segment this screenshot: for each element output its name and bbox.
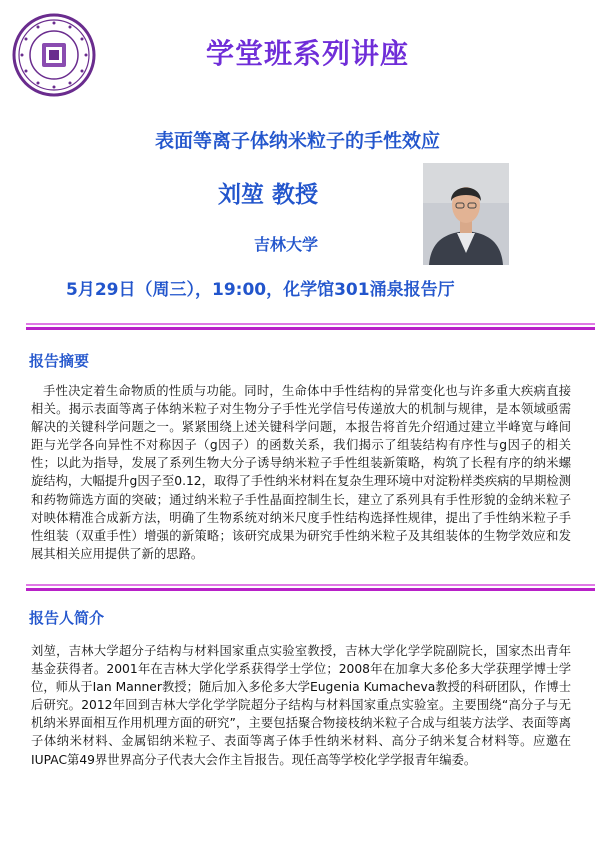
abstract-heading: 报告摘要: [29, 352, 90, 370]
section-divider: [26, 584, 595, 591]
bio-heading: 报告人简介: [29, 609, 105, 627]
speaker-portrait: [423, 163, 509, 265]
talk-title: 表面等离子体纳米粒子的手性效应: [154, 130, 440, 152]
abstract-text: 手性决定着生命物质的性质与功能。同时，生命体中手性结构的异常变化也与许多重大疾病直接相关。揭示表面等离子体纳米粒子对生物分子手性光学信号传递放大的机制与规律，是本领域亟需解决的关键科学问题之一。紧紧围绕上述关键科学问题，本报告将首先介绍通过建立半峰宽与峰间距与光学各向异性不对称因子（g因子）的函数关系，我们揭示了组装结构有序性与g因子的相关性；以此为指导，发展了系列生物大分子诱导纳米粒子手性组装新策略，构筑了长程有序的纳米螺旋结构，大幅提升g因子至0.12，取得了手性纳米材料在复杂生理环境中对淀粉样类疾病的早期检测和药物筛选方面的突破；通过纳米粒子手性晶面控制生长，建立了系列具有手性形貌的金纳米粒子对映体精准合成新方法，明确了生物系统对纳米尺度手性结构选择性规律，提出了手性纳米粒子手性组装（双重手性）增强的新策略；该研究成果为研究手性纳米粒子及其组装体的生物学效应和发展其相关应用提供了新的思路。: [31, 384, 571, 561]
speaker-affiliation: 吉林大学: [254, 235, 319, 254]
series-title: 学堂班系列讲座: [205, 37, 409, 70]
speaker-name: 刘堃 教授: [218, 182, 319, 208]
section-divider: [26, 323, 595, 330]
talk-schedule: 5月29日（周三），19:00，化学馆301涌泉报告厅: [66, 280, 455, 300]
bio-text: 刘堃，吉林大学超分子结构与材料国家重点实验室教授，吉林大学化学学院副院长，国家杰出青年基金获得者。2001年在吉林大学化学系获得学士学位；2008年在加拿大多伦多大学获理学博士学位，师从于Ian Manner教授；随后加入多伦多大学Eugenia Kumacheva教授的科研团队，作博士后研究。2012年回到吉林大学化学学院超分子结构与材料国家重点实验室。主要围绕“高分子与无机纳米界面相互作用机理方面的研究”，主要包括聚合物接枝纳米粒子合成与组装方法学、表面等离子体纳米材料、金属铝纳米粒子、表面等离子体手性纳米材料、高分子纳米复合材料等。应邀在IUPAC第49界世界高分子代表大会作主旨报告。现任高等学校化学学报青年编委。: [31, 644, 571, 767]
